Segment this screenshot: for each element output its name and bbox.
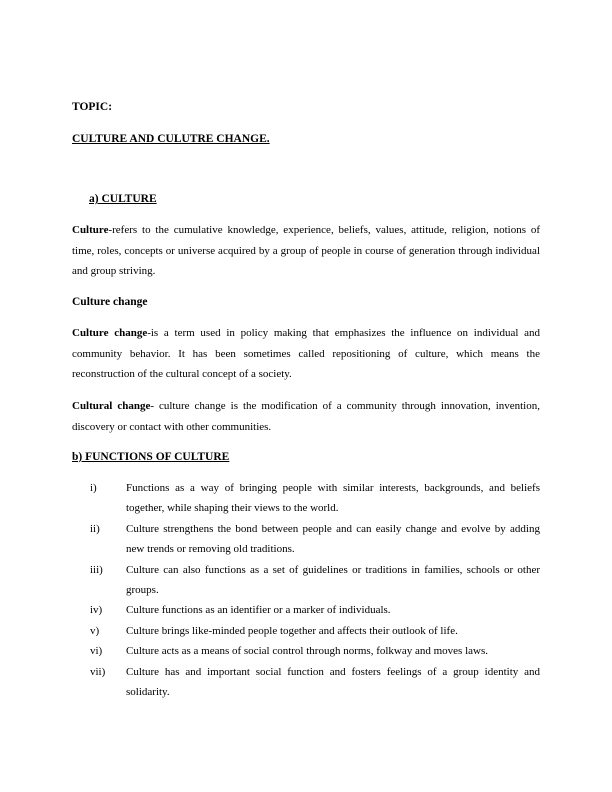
- culture-change-definition-text: -is a term used in policy making that emphasizes the influence on individual and community behavior. It has been sometimes called repositioning of culture, which means the reconstruction of the cultural concept of a society.: [72, 327, 541, 381]
- list-item: [72, 662, 540, 703]
- document-title: CULTURE AND CULUTRE CHANGE.: [72, 133, 270, 145]
- list-item: [72, 621, 540, 641]
- culture-definition-paragraph: [72, 220, 540, 282]
- list-item-text: Functions as a way of bringing people with similar interests, backgrounds, and beliefs together, while shaping their views to the world.: [126, 482, 540, 515]
- list-item-number: ii): [90, 522, 100, 535]
- list-item: [72, 478, 540, 519]
- list-item: [72, 641, 540, 661]
- culture-change-paragraph: [72, 323, 540, 385]
- list-item-text: Culture functions as an identifier or a marker of individuals.: [126, 604, 391, 617]
- list-item-text: Culture acts as a means of social control through norms, folkway and moves laws.: [126, 645, 489, 658]
- list-item: [72, 519, 540, 560]
- list-item-number: iii): [90, 563, 103, 576]
- section-a-heading: a) CULTURE: [89, 193, 157, 205]
- topic-label: TOPIC:: [72, 101, 113, 113]
- list-item-number: iv): [90, 604, 103, 617]
- cultural-change-paragraph: [72, 396, 540, 437]
- list-item-number: vii): [90, 665, 106, 678]
- list-item: [72, 560, 540, 601]
- list-item-text: Culture can also functions as a set of guidelines or traditions in families, schools or other groups.: [126, 563, 540, 597]
- culture-term: Culture: [72, 224, 109, 236]
- list-item-text: Culture has and important social function and fosters feelings of a group identity and solidarity.: [126, 665, 540, 699]
- cultural-change-definition-text: - culture change is the modification of a community through innovation, invention, discovery or contact with other communities.: [72, 400, 540, 433]
- cultural-change-term: Cultural change: [72, 400, 151, 412]
- list-item-number: vi): [90, 645, 103, 658]
- culture-definition-text: -refers to the cumulative knowledge, experience, beliefs, values, attitude, religion, notions of time, roles, concepts or universe acquired by a group of people in course of generation through individual and group striving.: [72, 224, 540, 278]
- section-b-heading: b) FUNCTIONS OF CULTURE: [72, 451, 230, 463]
- list-item-text: Culture brings like-minded people together and affects their outlook of life.: [126, 624, 458, 637]
- list-item-text: Culture strengthens the bond between people and can easily change and evolve by adding new trends or removing old traditions.: [126, 522, 540, 556]
- list-item-number: v): [90, 624, 100, 637]
- list-item-number: i): [90, 482, 97, 494]
- list-item: [72, 600, 540, 620]
- culture-change-subheading: Culture change: [72, 296, 148, 308]
- culture-change-term: Culture change: [72, 327, 148, 339]
- functions-list: [72, 478, 540, 702]
